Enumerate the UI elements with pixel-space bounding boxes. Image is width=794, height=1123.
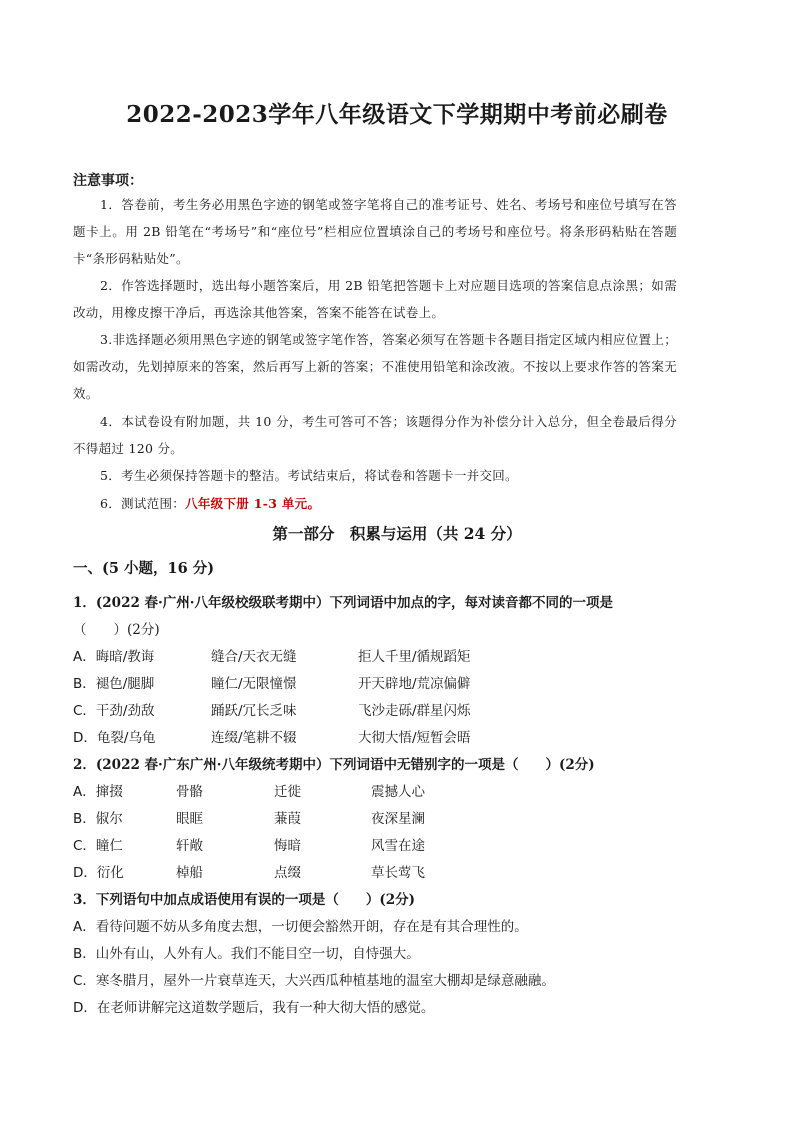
q1-option-b-2: 瞳仁/无限憧憬 [211, 676, 297, 692]
question-1-blank: （ ）(2分) [73, 622, 160, 638]
notice-item-1: 1．答卷前，考生务必用黑色字迹的钢笔或签字笔将自己的准考证号、姓名、考场号和座位号填写在答题卡上。用 2B 铅笔在“考场号”和“座位号”栏相应位置填涂自己的考场号和座位号。将条形码粘贴在答题卡“条形码粘贴处”。 [73, 197, 677, 266]
q2-option-a-1: A．撺掇 [73, 784, 123, 800]
notice-item-4: 4．本试卷设有附加题，共 10 分，考生可答可不答；该题得分作为补偿分计入总分，但全卷最后得分不得超过 120 分。 [73, 414, 677, 456]
q3-option-d: D．在老师讲解完这道数学题后，我有一种大彻大悟的感觉。 [73, 1000, 435, 1016]
q2-option-d-2: 棹船 [176, 865, 203, 881]
q2-option-c-2: 轩敞 [176, 838, 203, 854]
test-range: 八年级下册 1-3 单元。 [185, 496, 321, 511]
q2-option-d-3: 点缀 [274, 865, 301, 881]
q1-option-d-2: 连缀/笔耕不辍 [211, 730, 297, 746]
q2-option-b-4: 夜深星澜 [371, 811, 425, 827]
q2-option-d-4: 草长莺飞 [371, 865, 425, 881]
q2-option-c-1: C．瞳仁 [73, 838, 123, 854]
notice-heading: 注意事项： [73, 173, 143, 189]
q1-option-b-3: 开天辟地/荒凉偏僻 [358, 676, 471, 692]
q2-option-b-3: 蒹葭 [274, 811, 301, 827]
q2-option-a-3: 迁徙 [274, 784, 301, 800]
q3-option-b: B．山外有山，人外有人。我们不能目空一切，自恃强大。 [73, 946, 420, 962]
notice-item-2: 2．作答选择题时，选出每小题答案后，用 2B 铅笔把答题卡上对应题目选项的答案信息点涂黑；如需改动，用橡皮擦干净后，再选涂其他答案，答案不能答在试卷上。 [73, 278, 677, 320]
q1-option-b-1: B．褪色/腿脚 [73, 676, 155, 692]
q2-option-c-3: 悔暗 [274, 838, 301, 854]
q2-option-b-2: 眼眶 [176, 811, 203, 827]
notice-item-6 [73, 490, 677, 517]
q1-option-c-3: 飞沙走砾/群星闪烁 [358, 703, 471, 719]
question-group-title: 一、(5 小题，16 分) [73, 560, 215, 577]
question-1-stem: 1．(2022 春·广州·八年级校级联考期中）下列词语中加点的字，每对读音都不同的一项是 [73, 595, 613, 611]
q2-option-a-2: 骨骼 [176, 784, 203, 800]
notice-item-3: 3.非选择题必须用黑色字迹的钢笔或签字笔作答，答案必须写在答题卡各题目指定区域内相应位置上；如需改动，先划掉原来的答案，然后再写上新的答案；不准使用铅笔和涂改液。不按以上要求作答的答案无效。 [73, 332, 677, 401]
q1-option-a-3: 拒人千里/循规蹈矩 [358, 649, 471, 665]
q1-option-d-1: D．龟裂/乌龟 [73, 730, 156, 746]
q1-option-a-2: 缝合/天衣无缝 [211, 649, 297, 665]
q3-option-c: C．寒冬腊月，屋外一片衰草连天，大兴西瓜种植基地的温室大棚却是绿意融融。 [73, 973, 555, 989]
section-title: 第一部分 积累与运用（共 24 分） [272, 524, 522, 543]
q1-option-c-2: 踊跃/冗长乏味 [211, 703, 297, 719]
q1-option-a-1: A．晦暗/教诲 [73, 649, 155, 665]
q2-option-b-1: B．俶尔 [73, 811, 123, 827]
q1-option-d-3: 大彻大悟/短暂会晤 [358, 730, 471, 746]
q2-option-a-4: 震撼人心 [371, 784, 425, 800]
q3-option-a: A．看待问题不妨从多角度去想，一切便会豁然开朗，存在是有其合理性的。 [73, 919, 528, 935]
question-2-stem: 2．(2022 春·广东广州·八年级统考期中）下列词语中无错别字的一项是（ ）(2分) [73, 757, 595, 773]
q2-option-d-1: D．衍化 [73, 865, 124, 881]
q1-option-c-1: C．干劲/劲敌 [73, 703, 155, 719]
exam-title: 2022-2023学年八年级语文下学期期中考前必刷卷 [126, 101, 668, 128]
q2-option-c-4: 风雪在途 [371, 838, 425, 854]
notice-item-6-prefix: 6．测试范围： [100, 496, 186, 511]
question-3-stem: 3．下列语句中加点成语使用有误的一项是（ ）(2分) [73, 892, 416, 908]
notice-item-5: 5．考生必须保持答题卡的整洁。考试结束后，将试卷和答题卡一并交回。 [100, 468, 518, 483]
